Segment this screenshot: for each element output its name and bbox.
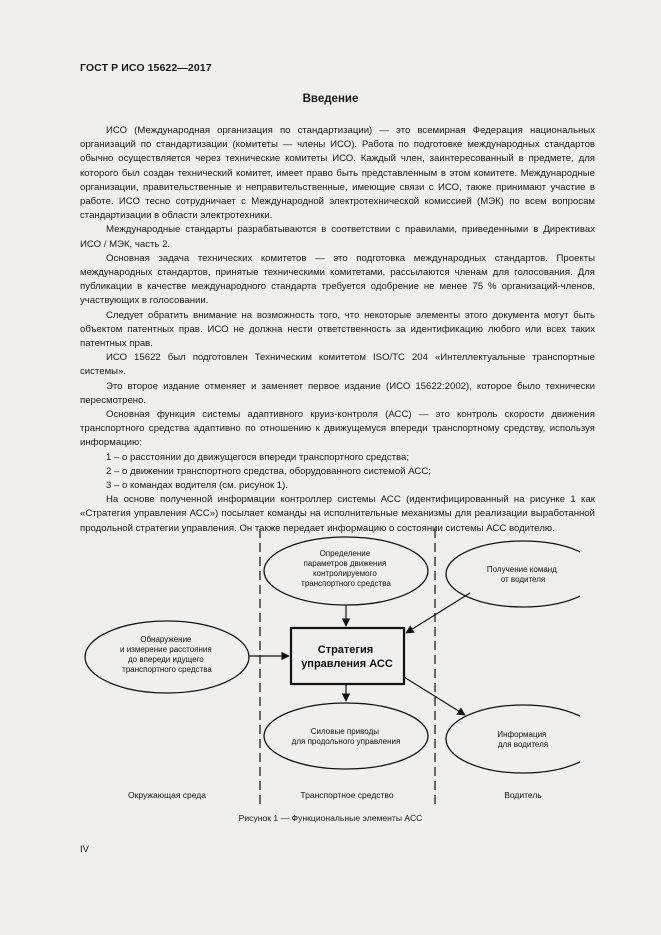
node-driver-commands-label: Получение команд от водителя <box>486 565 557 584</box>
paragraph: На основе полученной информации контроллер системы АСС (идентифицированный на рисунке 1 как «Стратегия управления АСС») посылает команды на исполнительные механизмы для реализации выработанной продольной стратегии управления. Он также передает информацию о состоянии системы АСС водителю. <box>80 494 595 534</box>
list-item: 1 – о расстоянии до движущегося впереди транспортного средства; <box>106 451 410 463</box>
diagram-canvas <box>80 527 580 812</box>
node-distance-detection-label: Обнаружение и измерение расстояния до впереди идущего транспортного средства <box>120 635 212 674</box>
node-driver-info-label: Информация для водителя <box>497 730 549 749</box>
page-number: IV <box>80 844 89 855</box>
arrow-commands-to-strategy <box>406 593 470 633</box>
paragraph: Это второе издание отменяет и заменяет первое издание (ИСО 15622:2002), которое было технически пересмотрено. <box>80 380 595 406</box>
zone-label-environment: Окружающая среда <box>128 790 206 800</box>
paragraph: ИСО 15622 был подготовлен Техническим комитетом ISO/TC 204 «Интеллектуальные транспортные системы». <box>80 352 595 378</box>
paragraph: Международные стандарты разрабатываются в соответствии с правилами, приведенными в Директивах ИСО / МЭК, часть 2. <box>80 224 595 250</box>
node-actuators-label: Силовые приводы для продольного управления <box>291 727 401 746</box>
body-text <box>80 124 595 536</box>
arrow-strategy-to-driver-info <box>404 677 465 715</box>
node-actuators <box>264 703 428 769</box>
document-header: ГОСТ Р ИСО 15622—2017 <box>80 62 212 74</box>
paragraph: Следует обратить внимание на возможность того, что некоторые элементы этого документа могут быть объектом патентных прав. ИСО не должна нести ответственность за идентификацию любого или всех таких патентных прав. <box>80 309 595 350</box>
node-acc-strategy-label: Стратегия управления АСС <box>301 644 393 670</box>
node-driver-info <box>446 705 580 773</box>
list-item: 2 – о движении транспортного средства, оборудованного системой АСС; <box>106 465 431 477</box>
node-acc-strategy <box>291 628 404 684</box>
zone-label-driver: Водитель <box>504 790 542 800</box>
node-driver-commands <box>446 541 580 607</box>
figure-caption: Рисунок 1 — Функциональные элементы АСС <box>238 813 423 823</box>
zone-label-vehicle: Транспортное средство <box>300 790 394 800</box>
paragraph: ИСО (Международная организация по стандартизации) — это всемирная Федерация национальных организаций по стандартизации (комитеты — члены ИСО). Работа по подготовке международных стандартов обычно осуществляется через технические комитеты ИСО. Каждый член, заинтересованный в предмете, для которого был создан технический комитет, имеет право быть представленным в этом комитете. Международные организации, правительственные и неправительственные, имеющие связи с ИСО, также принимают участие в работе. ИСО тесно сотрудничает с Международной электротехнической комиссией (МЭК) по всем вопросам стандартизации в области электротехники. <box>80 125 595 222</box>
node-vehicle-motion-label: Определение параметров движения контролируемого транспортного средства <box>301 549 391 588</box>
list-item: 3 – о командах водителя (см. рисунок 1). <box>106 480 288 492</box>
acc-functional-diagram <box>80 527 580 817</box>
paragraph: Основная функция системы адаптивного круиз-контроля (АСС) — это контроль скорости движения транспортного средства адаптивно по отношению к движущемуся впереди транспортному средству, используя информацию: <box>80 409 595 449</box>
section-title: Введение <box>302 93 359 105</box>
paragraph: Основная задача технических комитетов — это подготовка международных стандартов. Проекты международных стандартов, принятые техническими комитетами, рассылаются членам для голосования. Для публикации в качестве международного стандарта требуется одобрение не менее 75 % организаций-членов, участвующих в голосовании. <box>80 252 595 307</box>
